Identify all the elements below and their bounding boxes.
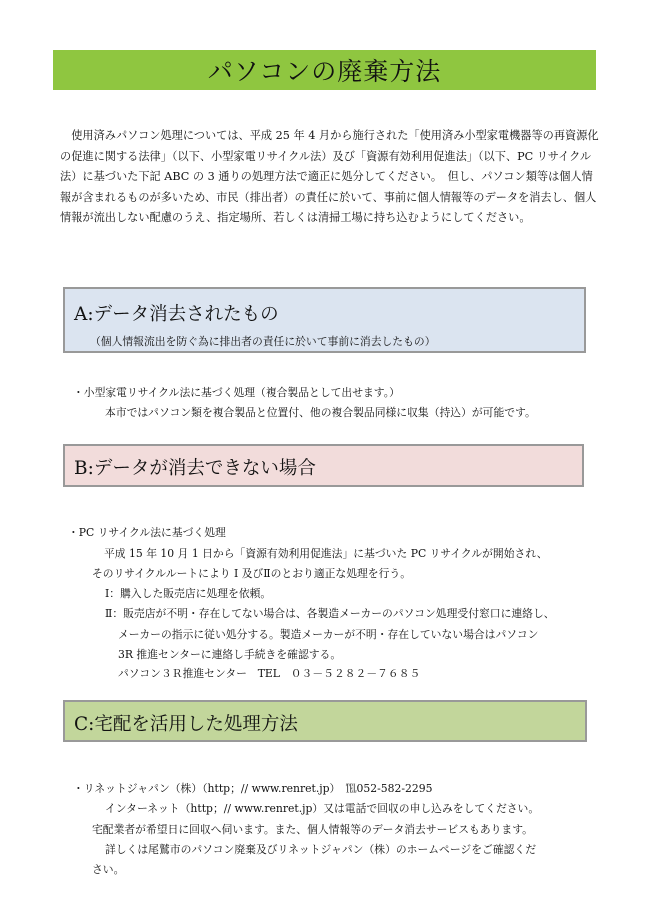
section-b-line: そのリサイクルルートにより Ⅰ 及びⅡのとおり適正な処理を行う。 bbox=[92, 567, 411, 580]
section-c-line: 宅配業者が希望日に回収へ伺います。また、個人情報等のデータ消去サービスもあります。 bbox=[92, 823, 533, 836]
section-a-line: ・小型家電リサイクル法に基づく処理（複合製品として出せます。） bbox=[73, 386, 400, 399]
section-a-subtitle: （個人情報流出を防ぐ為に排出者の責任に於いて事前に消去したもの） bbox=[90, 335, 436, 348]
section-b-line: ・PC リサイクル法に基づく処理 bbox=[68, 526, 226, 539]
section-b-line: メーカーの指示に従い処分する。製造メーカーが不明・存在していない場合はパソコン bbox=[118, 628, 539, 641]
section-c-line: ・リネットジャパン（株）（http；// www.renret.jp） ℡052-582-2295 bbox=[73, 782, 433, 795]
section-b-box bbox=[63, 444, 584, 487]
section-c-line: インターネット（http；// www.renret.jp）又は電話で回収の申し込みをしてください。 bbox=[105, 802, 540, 815]
section-c-line: さい。 bbox=[92, 863, 125, 876]
section-a-line: 本市ではパソコン類を複合製品と位置付、他の複合製品同様に収集（持込）が可能です。 bbox=[105, 406, 536, 419]
section-c-box bbox=[63, 700, 587, 742]
section-b-line: 3R 推進センターに連絡し手続きを確認する。 bbox=[118, 648, 342, 661]
section-b-contact: パソコン３Ｒ推進センター TEL ０３－５２８２－７６８５ bbox=[118, 667, 421, 680]
section-a-box bbox=[63, 287, 586, 353]
intro-paragraph: 使用済みパソコン処理については、平成 25 年 4 月から施行された「使用済み小型家電機器等の再資源化の促進に関する法律」（以下、小型家電リサイクル法）及び「資源有効利用促進法」（以下、PC リサイクル法）に基づいた下記 ABC の 3 通りの処理方法で適正に処分してください。 但し、パソコン類等は個人情報が含まれるものが多いため、市民（排出者）の責任に於いて、事前に個人情報等のデータを消去し、個人情報が流出しない配慮のうえ、指定場所、若しくは清掃工場に持ち込むようにしてください。 bbox=[60, 129, 599, 224]
page-title: パソコンの廃棄方法 bbox=[207, 57, 442, 86]
section-b-line: Ⅱ：販売店が不明・存在してない場合は、各製造メーカーのパソコン処理受付窓口に連絡し、 bbox=[105, 607, 555, 620]
section-b-line: Ⅰ：購入した販売店に処理を依頼。 bbox=[105, 587, 272, 600]
section-b-line: 平成 15 年 10 月 1 日から「資源有効利用促進法」に基づいた PC リサイクルが開始され、 bbox=[104, 547, 548, 560]
section-c-line: 詳しくは尾鷲市のパソコン廃棄及びリネットジャパン（株）のホームページをご確認くだ bbox=[105, 843, 537, 856]
title-banner bbox=[53, 50, 596, 90]
section-c-heading: C:宅配を活用した処理方法 bbox=[74, 714, 298, 735]
section-a-heading: A:データ消去されたもの bbox=[74, 304, 279, 325]
section-b-heading: B:データが消去できない場合 bbox=[74, 458, 316, 479]
